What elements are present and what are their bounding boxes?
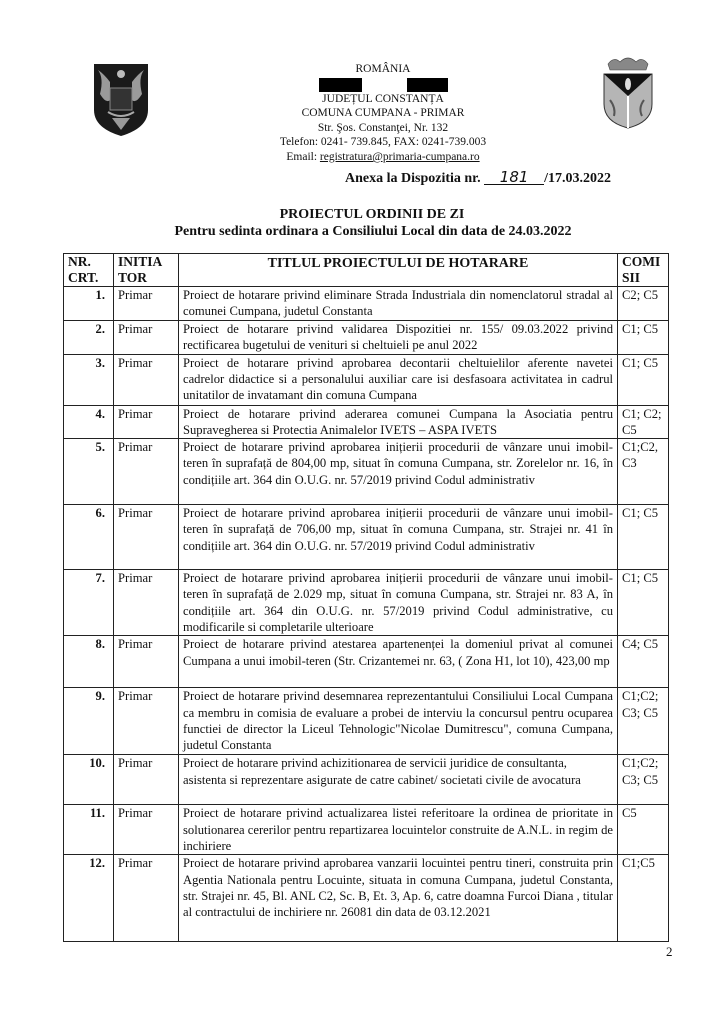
table-row: [64, 855, 669, 942]
row-title: Proiect de hotarare privind aprobarea inițierii procedurii de vânzare unui imobil-teren în suprafață de 804,00 mp, situat în comuna Cumpana, str. Zorelelor nr. 16, în condițiile art. 364 din O.U.G. nr. 57/2019 privind Codul administrativ: [179, 439, 618, 505]
row-title: Proiect de hotarare privind aprobarea inițierii procedurii de vânzare unui imobil-teren în suprafață de 2.029 mp, situat în comuna Cumpana, str. Strajei nr. 83 A, în condițiile art. 364 din O.U.G. nr. 57/2019 privind Codul administrative, cu modificarile si completarile ulterioare: [179, 570, 618, 636]
row-number: 4.: [64, 405, 114, 439]
row-commissions: C1;C2; C3; C5: [618, 688, 669, 755]
row-title: Proiect de hotarare privind desemnarea reprezentantului Consiliului Local Cumpana ca membru in comisia de evaluare a probei de interviu la concursul pentru ocuparea functiei de director la Liceul Tehnologic"Nicolae Dumitrescu", comuna Cumpana, judetul Constanta: [179, 688, 618, 755]
county-name: JUDEȚUL CONSTANȚA: [322, 92, 444, 105]
row-commissions: C1; C5: [618, 320, 669, 354]
row-title: Proiect de hotarare privind aprobarea decontarii cheltuielilor aferente navetei cadrelor didactice si a personalului auxiliar care isi desfasoara activitatea in cadrul unitatilor de invatamant din comuna Cumpana: [179, 354, 618, 405]
email-line: [200, 150, 566, 165]
row-title: Proiect de hotarare privind aprobarea inițierii procedurii de vânzare unui imobil-teren în suprafață de 706,00 mp, situat în comuna Cumpana, str. Strajei nr. 41 în condițiile art. 364 din O.U.G. nr. 57/2019 privind Codul administrativ: [179, 505, 618, 570]
row-initiator: Primar: [114, 636, 179, 688]
row-number: 11.: [64, 805, 114, 855]
annex-date: /17.03.2022: [544, 171, 611, 186]
row-initiator: Primar: [114, 805, 179, 855]
row-initiator: Primar: [114, 439, 179, 505]
row-number: 6.: [64, 505, 114, 570]
row-title: Proiect de hotarare privind validarea Dispozitiei nr. 155/ 09.03.2022 privind rectificarea bugetului de venituri si cheltuieli pe anul 2022: [179, 320, 618, 354]
annex-prefix: Anexa la Dispozitia nr.: [345, 171, 481, 186]
row-number: 8.: [64, 636, 114, 688]
table-row: [64, 320, 669, 354]
row-title: Proiect de hotarare privind aprobarea vanzarii locuintei pentru tineri, construita prin Agentia Nationala pentru Locuinte, situata in comuna Cumpana, judetul Constanta, str. Strajei nr. 45, Bl. ANL C2, Sc. B, Et. 3, Ap. 6, catre doamna Furcoi Diana , titular al contractului de inchiriere nr. 26081 din data de 03.12.2021: [179, 855, 618, 942]
row-title: Proiect de hotarare privind actualizarea listei referitoare la ordinea de prioritate in solutionarea cererilor pentru repartizarea locuintelor construite de A.N.L. in regim de inchiriere: [179, 805, 618, 855]
table-row: [64, 570, 669, 636]
row-initiator: Primar: [114, 405, 179, 439]
row-commissions: C1;C5: [618, 855, 669, 942]
row-number: 10.: [64, 755, 114, 805]
page-number: 2: [666, 944, 673, 959]
row-initiator: Primar: [114, 505, 179, 570]
agenda-table: [63, 253, 669, 942]
row-number: 3.: [64, 354, 114, 405]
table-row: [64, 636, 669, 688]
row-number: 9.: [64, 688, 114, 755]
row-title: Proiect de hotarare privind achizitionarea de servicii juridice de consultanta, asistenta si reprezentare asigurate de catre cabinet/ societati civile de avocatura: [179, 755, 618, 805]
table-row: [64, 439, 669, 505]
row-initiator: Primar: [114, 354, 179, 405]
row-number: 12.: [64, 855, 114, 942]
row-number: 1.: [64, 287, 114, 321]
row-initiator: Primar: [114, 688, 179, 755]
table-row: [64, 755, 669, 805]
row-initiator: Primar: [114, 855, 179, 942]
table-row: [64, 354, 669, 405]
table-row: [64, 688, 669, 755]
row-commissions: C1;C2, C3: [618, 439, 669, 505]
country-name: ROMÂNIA: [355, 63, 411, 75]
row-commissions: C1; C5: [618, 505, 669, 570]
row-title: Proiect de hotarare privind eliminare Strada Industriala din nomenclatorul stradal al comunei Cumpana, judetul Constanta: [179, 287, 618, 321]
row-initiator: Primar: [114, 570, 179, 636]
row-initiator: Primar: [114, 287, 179, 321]
header-initiator: INITIA TOR: [114, 254, 179, 287]
table-row: [64, 287, 669, 321]
row-initiator: Primar: [114, 755, 179, 805]
letterhead: [200, 62, 566, 165]
row-commissions: C1; C2; C5: [618, 405, 669, 439]
header-nr: NR. CRT.: [64, 254, 114, 287]
row-commissions: C4; C5: [618, 636, 669, 688]
row-initiator: Primar: [114, 320, 179, 354]
row-number: 5.: [64, 439, 114, 505]
table-row: [64, 505, 669, 570]
romania-coat-of-arms-icon: [90, 60, 152, 138]
table-header-row: [64, 254, 669, 287]
header-commissions: COMI SII: [618, 254, 669, 287]
institution-name: COMUNA CUMPANA - PRIMAR: [301, 107, 465, 120]
row-commissions: C1;C2; C3; C5: [618, 755, 669, 805]
redaction-bar: [319, 78, 362, 92]
annex-reference: [345, 170, 611, 187]
email-label: Email:: [286, 150, 320, 163]
row-number: 2.: [64, 320, 114, 354]
redaction-bar: [407, 78, 448, 92]
phone-fax: Telefon: 0241- 739.845, FAX: 0241-739.003: [279, 136, 487, 149]
document-subtitle: Pentru sedinta ordinara a Consiliului Local din data de 24.03.2022: [174, 224, 572, 239]
row-commissions: C2; C5: [618, 287, 669, 321]
table-row: [64, 405, 669, 439]
row-commissions: C1; C5: [618, 570, 669, 636]
annex-number-handwritten: 181: [484, 170, 544, 185]
header-title: TITLUL PROIECTULUI DE HOTARARE: [179, 254, 618, 287]
row-commissions: C1; C5: [618, 354, 669, 405]
email-link[interactable]: registratura@primaria-cumpana.ro: [319, 150, 480, 163]
document-title: PROIECTUL ORDINII DE ZI: [279, 207, 465, 222]
table-row: [64, 805, 669, 855]
row-number: 7.: [64, 570, 114, 636]
row-title: Proiect de hotarare privind aderarea comunei Cumpana la Asociatia pentru Supravegherea si Protectia Animalelor IVETS – ASPA IVETS: [179, 405, 618, 439]
address: Str. Şos. Constanţei, Nr. 132: [317, 121, 449, 134]
cumpana-coat-of-arms-icon: [600, 50, 656, 130]
row-commissions: C5: [618, 805, 669, 855]
row-title: Proiect de hotarare privind atestarea apartenenței la domeniul privat al comunei Cumpana a unui imobil-teren (Str. Crizantemei nr. 63, ( Zona H1, lot 10), 423,00 mp: [179, 636, 618, 688]
